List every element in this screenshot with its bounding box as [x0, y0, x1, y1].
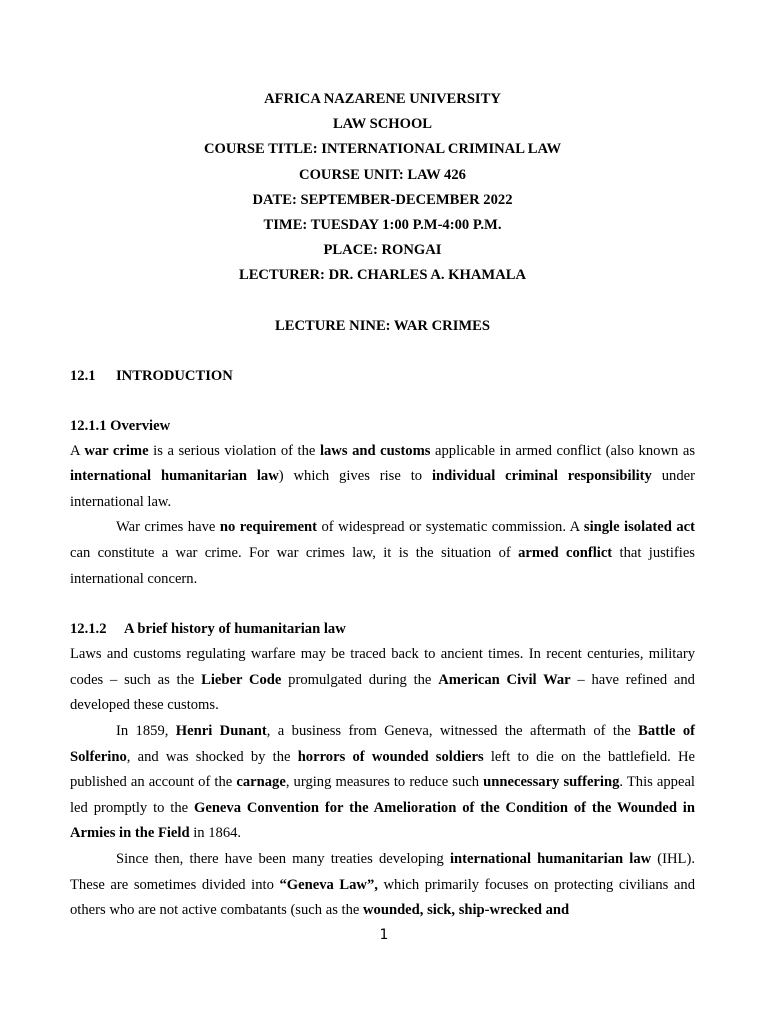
text-run: Since then, there have been many treaties developing	[116, 850, 450, 867]
header-place: PLACE: RONGAI	[323, 242, 442, 259]
text-run: can constitute a war crime. For war crimes law, it is the situation of	[70, 545, 519, 561]
bold-phrase: wounded, sick, ship-wrecked and	[363, 902, 570, 919]
text-run: in 1864.	[189, 825, 242, 842]
header-date: DATE: SEPTEMBER-DECEMBER 2022	[252, 191, 513, 208]
lecture-title: LECTURE NINE: WAR CRIMES	[274, 317, 491, 334]
page-number: 1	[379, 927, 389, 943]
text-run: In 1859,	[116, 722, 176, 739]
text-run: , and was shocked by the	[126, 748, 298, 765]
overview-paragraph-2	[70, 515, 695, 592]
document-header	[70, 87, 695, 289]
document-page	[70, 87, 695, 924]
section-title: INTRODUCTION	[116, 367, 233, 384]
header-university: AFRICA NAZARENE UNIVERSITY	[264, 91, 501, 107]
text-run: under international law.	[70, 468, 695, 510]
text-run: , a business from Geneva, witnessed the aftermath of the	[266, 722, 639, 739]
text-run: . This appeal led promptly to the	[70, 774, 695, 816]
text-run: left to die on the battlefield. He published an account of the	[70, 748, 695, 791]
history-paragraph-3	[70, 847, 695, 924]
text-run: (IHL). These are sometimes divided into	[70, 850, 695, 893]
text-run: of widespread or systematic commission. A	[317, 519, 584, 536]
history-paragraph-1	[70, 642, 695, 719]
bold-phrase: unnecessary suffering	[483, 774, 620, 791]
history-heading	[70, 617, 695, 642]
bold-phrase: international humanitarian law	[449, 850, 652, 867]
header-lecturer: LECTURER: DR. CHARLES A. KHAMALA	[238, 267, 527, 284]
text-run: is a serious violation of the	[148, 442, 320, 459]
text-run: – have refined and developed these customs.	[70, 671, 695, 714]
bold-phrase: international humanitarian law	[70, 468, 279, 485]
bold-phrase: laws and customs	[319, 442, 431, 459]
bold-phrase: American Civil War	[438, 671, 571, 688]
bold-phrase: Battle of Solferino	[70, 722, 695, 765]
overview-heading: 12.1.1 Overview	[70, 417, 171, 434]
section-number: 12.1	[70, 367, 96, 384]
bold-phrase: no requirement	[219, 519, 318, 536]
history-paragraph-2	[70, 719, 695, 847]
bold-phrase: carnage	[236, 774, 286, 791]
text-run: which primarily focuses on protecting civilians and others who are not active combatants (such as the	[70, 876, 695, 919]
bold-phrase: horrors of wounded soldiers	[297, 748, 484, 765]
section-heading	[70, 364, 695, 389]
bold-phrase: single isolated act	[583, 519, 696, 536]
bold-phrase: individual criminal responsibility	[432, 468, 652, 485]
header-course-unit: COURSE UNIT: LAW 426	[299, 166, 466, 183]
text-run: that justifies international concern.	[70, 545, 695, 587]
text-run: A	[70, 442, 85, 459]
header-school: LAW SCHOOL	[332, 116, 433, 133]
bold-phrase: Lieber Code	[201, 671, 282, 688]
header-time: TIME: TUESDAY 1:00 P.M-4:00 P.M.	[263, 217, 502, 234]
text-run: promulgated during the	[281, 671, 439, 688]
header-course-title: COURSE TITLE: INTERNATIONAL CRIMINAL LAW	[203, 141, 562, 158]
bold-phrase: Henri Dunant	[175, 722, 267, 739]
history-number: 12.1.2	[70, 621, 107, 638]
text-run: , urging measures to reduce such	[285, 774, 484, 791]
text-run: ) which gives rise to	[278, 468, 432, 485]
history-title: A brief history of humanitarian law	[124, 621, 346, 638]
bold-phrase: war crime	[84, 442, 149, 459]
overview-paragraph-1	[70, 439, 695, 516]
text-run: Laws and customs regulating warfare may be traced back to ancient times. In recent centuries, military codes – such as the	[70, 646, 695, 688]
bold-phrase: “Geneva Law”,	[279, 876, 378, 893]
text-run: applicable in armed conflict (also known as	[430, 442, 695, 459]
bold-phrase: armed conflict	[518, 545, 613, 561]
bold-phrase: Geneva Convention for the Amelioration of the Condition of the Wounded in Armies in the Field	[70, 799, 695, 842]
text-run: War crimes have	[116, 519, 220, 536]
